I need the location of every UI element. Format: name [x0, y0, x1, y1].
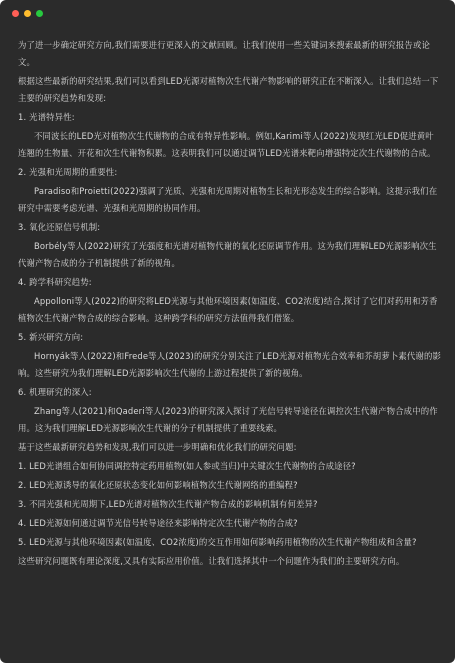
trend-body: Borbély等人(2022)研究了光强度和光谱对植物代谢的氧化还原调节作用。这为我们理解LED光源影响次生代谢产物合成的分子机制提供了新的视角。: [18, 241, 437, 268]
trend-heading: 3. 氧化还原信号机制:: [18, 222, 101, 232]
title-bar: [0, 0, 455, 24]
intro-paragraph: 为了进一步确定研究方向,我们需要进行更深入的文献回顾。让我们使用一些关键词来搜索最新的研究报告或论文。: [18, 40, 431, 67]
trend-body: 不同波长的LED光对植物次生代谢物的合成有特异性影响。例如,Karimi等人(2022)发现红光LED促进黄叶连翘的生物量、开花和次生代谢物积累。这表明我们可以通过调节LED光谱来靶向增强特定次生代谢物的合成。: [18, 131, 436, 158]
question-intro: 基于这些最新研究趋势和发现,我们可以进一步明确和优化我们的研究问题:: [18, 442, 297, 452]
closing-paragraph: 这些研究问题既有理论深度,又具有实际应用价值。让我们选择其中一个问题作为我们的主要研究方向。: [18, 556, 405, 566]
trend-heading: 2. 光强和光周期的重要性:: [18, 167, 118, 177]
message-content: [18, 37, 442, 572]
question-item: 4. LED光源如何通过调节光信号转导途径来影响特定次生代谢产物的合成?: [18, 518, 298, 528]
trend-heading: 6. 机理研究的深入:: [18, 387, 92, 397]
trend-body: Hornyák等人(2022)和Frede等人(2023)的研究分别关注了LED光源对植物光合效率和芥胡萝卜素代谢的影响。这些研究为我们理解LED光源影响次生代谢的上游过程提供了新的视角。: [18, 351, 442, 378]
maximize-icon[interactable]: [36, 10, 43, 17]
summary-paragraph: 根据这些最新的研究结果,我们可以看到LED光源对植物次生代谢产物影响的研究正在不断深入。让我们总结一下主要的研究趋势和发现:: [18, 76, 439, 103]
trend-body: Zhang等人(2021)和Qaderi等人(2023)的研究深入探讨了光信号转导途径在调控次生代谢产物合成中的作用。这为我们理解LED光源影响次生代谢的分子机制提供了重要线索。: [18, 406, 438, 433]
question-item: 3. 不同光强和光周期下,LED光谱对植物次生代谢产物合成的影响机制有何差异?: [18, 499, 318, 509]
trend-heading: 1. 光谱特异性:: [18, 112, 75, 122]
question-item: 2. LED光源诱导的氧化还原状态变化如何影响植物次生代谢网络的重编程?: [18, 480, 298, 490]
minimize-icon[interactable]: [24, 10, 31, 17]
trend-heading: 5. 新兴研究方向:: [18, 332, 84, 342]
close-icon[interactable]: [12, 10, 19, 17]
trend-heading: 4. 跨学科研究趋势:: [18, 277, 92, 287]
question-item: 1. LED光谱组合如何协同调控特定药用植物(如人参或当归)中关键次生代谢物的合成途径?: [18, 461, 356, 471]
trend-body: Paradiso和Proietti(2022)强调了光质、光强和光周期对植物生长和光形态发生的综合影响。这提示我们在研究中需要考虑光谱、光强和光周期的协同作用。: [18, 186, 438, 213]
trend-body: Appolloni等人(2022)的研究将LED光源与其他环境因素(如温度、CO2浓度)结合,探讨了它们对药用和芳香植物次生代谢产物合成的综合影响。这种跨学科的研究方法值得我们借鉴。: [18, 296, 438, 323]
question-item: 5. LED光源与其他环境因素(如温度、CO2浓度)的交互作用如何影响药用植物的次生代谢产物组成和含量?: [18, 537, 417, 547]
